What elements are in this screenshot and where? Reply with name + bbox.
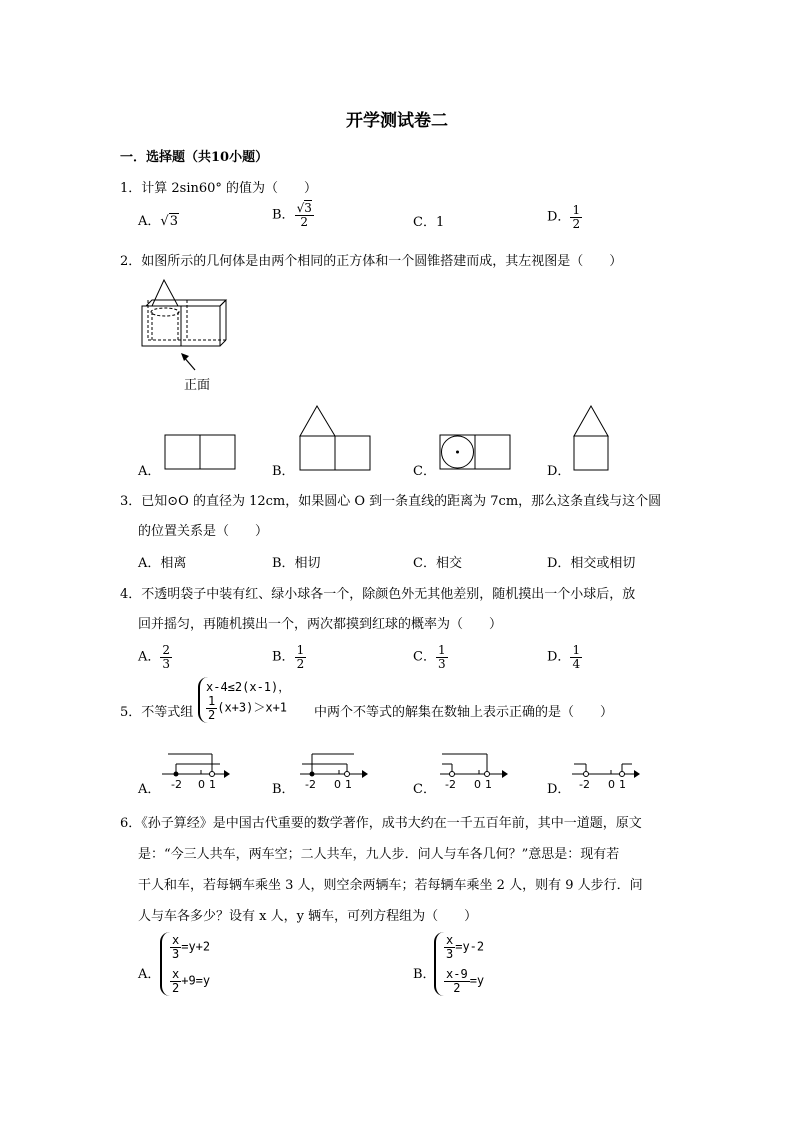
- svg-text:1: 1: [619, 778, 626, 791]
- q6-line4: 人与车各多少？设有 x 人，y 辆车，可列方程组为（ ）: [138, 909, 478, 924]
- q5-number-line-a: [160, 750, 232, 792]
- svg-text:0: 0: [334, 778, 341, 791]
- q6-line3: 干人和车，若每辆车乘坐 3 人，则空余两辆车；若每辆车乘坐 2 人，则有 9 人步行．问: [138, 878, 643, 893]
- q4-option-c: C． $\frac{1}{3}$: [413, 643, 446, 671]
- q6-option-a-label: A．: [138, 967, 161, 982]
- svg-text:-2: -2: [305, 778, 316, 791]
- q3-option-a: A．相离: [138, 556, 187, 571]
- svg-text:-2: -2: [579, 778, 590, 791]
- q3-line2: 的位置关系是（ ）: [138, 524, 269, 539]
- q6-option-b-system: $\frac{x}{3}$ =y-2 $\frac{x-9}{2}$ =y: [434, 932, 484, 996]
- page-title: 开学测试卷二: [346, 111, 448, 131]
- q1-option-c: C．1: [413, 215, 445, 230]
- q5-option-b-label: B．: [272, 782, 295, 797]
- q6-option-a-system: $\frac{x}{3}$ =y+2 $\frac{x}{2}$ +9=y: [160, 932, 210, 996]
- q5-number-line-b: [298, 750, 370, 792]
- q1-stem: 1．计算 2sin60° 的值为（ ）: [120, 181, 318, 196]
- q2-option-a-figure: [164, 433, 238, 471]
- q3-option-d: D．相交或相切: [547, 556, 636, 571]
- q5-prefix: 5．不等式组: [120, 705, 194, 720]
- q2-option-d-label: D．: [547, 464, 571, 479]
- q5-option-a-label: A．: [138, 782, 161, 797]
- svg-text:1: 1: [485, 778, 492, 791]
- q6-option-b-label: B．: [413, 967, 436, 982]
- q5-option-d-label: D．: [547, 782, 571, 797]
- q3-option-b: B．相切: [272, 556, 321, 571]
- svg-text:0: 0: [474, 778, 481, 791]
- arrow-icon: [175, 350, 205, 374]
- q5-number-line-d: [570, 750, 642, 792]
- sqrt-symbol: √3: [160, 214, 178, 229]
- q5-option-c-label: C．: [413, 782, 436, 797]
- q2-option-c-label: C．: [413, 464, 436, 479]
- q5-suffix: 中两个不等式的解集在数轴上表示正确的是（ ）: [314, 705, 614, 720]
- q5-number-line-c: [438, 750, 510, 792]
- q3-line1: 3．已知⊙O 的直径为 12cm，如果圆心 O 到一条直线的距离为 7cm，那么这条直线与这个圆: [120, 494, 662, 509]
- q2-option-c-figure: [439, 433, 513, 471]
- svg-text:0: 0: [608, 778, 615, 791]
- q4-option-b: B． $\frac{1}{2}$: [272, 643, 305, 671]
- q2-option-d-figure: [573, 404, 613, 472]
- q2-option-a-label: A．: [138, 464, 161, 479]
- svg-text:1: 1: [209, 778, 216, 791]
- q1-option-a: A．√3: [138, 214, 178, 229]
- q2-option-b-figure: [299, 404, 373, 472]
- q1-option-b: B． $\frac{√3}{2}$: [272, 201, 312, 229]
- svg-text:-2: -2: [445, 778, 456, 791]
- q4-line2: 回并摇匀，再随机摸出一个，两次都摸到红球的概率为（ ）: [138, 617, 503, 632]
- q2-stem: 2．如图所示的几何体是由两个相同的正方体和一个圆锥搭建而成，其左视图是（ ）: [120, 254, 623, 269]
- q5-system: x-4≤2(x-1)， $\frac{1}{2}$ (x+3)＞x+1: [198, 677, 290, 723]
- svg-text:-2: -2: [171, 778, 182, 791]
- q2-solid-figure: [138, 278, 238, 358]
- q4-line1: 4．不透明袋子中装有红、绿小球各一个，除颜色外无其他差别，随机摸出一个小球后，放: [120, 587, 636, 602]
- svg-text:1: 1: [345, 778, 352, 791]
- q3-option-c: C．相交: [413, 556, 462, 571]
- q6-line1: 6．《孙子算经》是中国古代重要的数学著作，成书大约在一千五百年前，其中一道题，原文: [120, 816, 642, 831]
- q4-option-d: D． $\frac{1}{4}$: [547, 643, 581, 671]
- q4-option-a: A． $\frac{2}{3}$: [138, 643, 171, 671]
- q6-line2: 是：“今三人共车，两车空；二人共车，九人步．问人与车各几何？”意思是：现有若: [138, 847, 620, 862]
- svg-text:0: 0: [198, 778, 205, 791]
- q2-option-b-label: B．: [272, 464, 295, 479]
- front-label: 正面: [184, 378, 211, 393]
- section-heading: 一．选择题（共10小题）: [120, 150, 269, 165]
- q1-option-d: D． $\frac{1}{2}$: [547, 203, 581, 231]
